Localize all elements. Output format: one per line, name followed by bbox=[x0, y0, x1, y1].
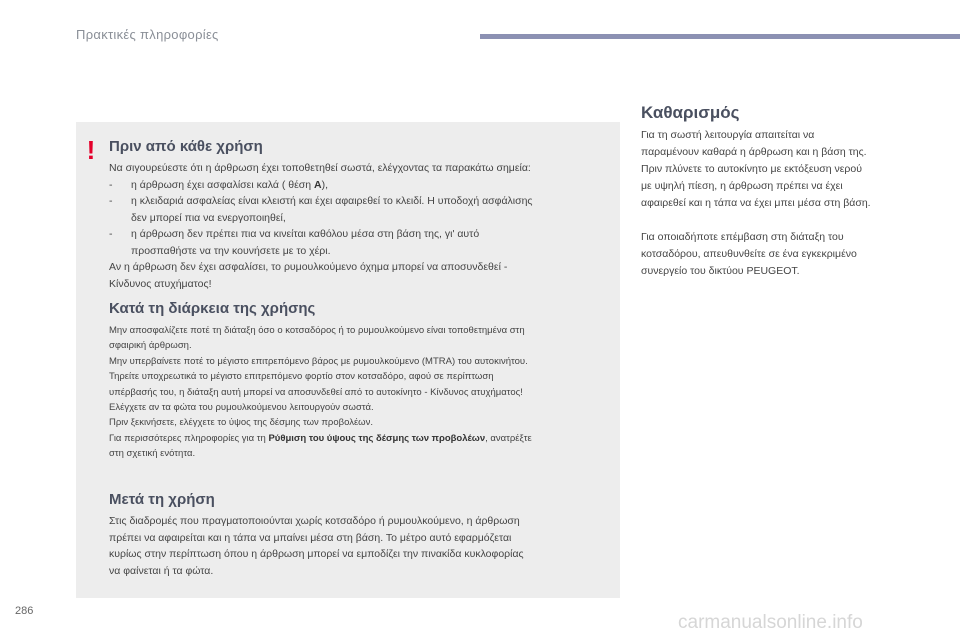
paragraph-line: σφαιρική άρθρωση. bbox=[109, 340, 192, 352]
bullet-item: - η άρθρωση έχει ασφαλίσει καλά ( θέση A), bbox=[109, 178, 329, 191]
bullet-item: - η κλειδαριά ασφαλείας είναι κλειστή και έχει αφαιρεθεί το κλειδί. Η υποδοχή ασφάλισης bbox=[109, 193, 609, 210]
page-number: 286 bbox=[15, 605, 34, 617]
paragraph-line: Για τη σωστή λειτουργία απαιτείται να bbox=[641, 129, 815, 141]
warning-icon: ! bbox=[86, 135, 96, 165]
before-use-section bbox=[109, 160, 609, 292]
during-use-section bbox=[109, 323, 609, 462]
reference-link-text: Ρύθμιση του ύψους της δέσμης των προβολέων bbox=[268, 432, 486, 444]
before-use-heading: Πριν από κάθε χρήση bbox=[109, 138, 263, 155]
position-label: A bbox=[314, 178, 322, 191]
before-use-intro: Να σιγουρεύεστε ότι η άρθρωση έχει τοποθετηθεί σωστά, ελέγχοντας τα παρακάτω σημεία: bbox=[109, 162, 531, 174]
during-use-heading: Κατά τη διάρκεια της χρήσης bbox=[109, 300, 316, 317]
paragraph-line: συνεργείο του δικτύου PEUGEOT. bbox=[641, 265, 800, 277]
paragraph-line: Μην υπερβαίνετε ποτέ το μέγιστο επιτρεπόμενο βάρος με ρυμουλκούμενο (MTRA) του αυτοκινήτου. bbox=[109, 355, 528, 367]
paragraph-line: Ελέγχετε αν τα φώτα του ρυμουλκούμενου λειτουργούν σωστά. bbox=[109, 402, 374, 414]
header-bar bbox=[480, 34, 960, 39]
after-use-section bbox=[109, 513, 609, 579]
paragraph-line: κοτσαδόρου, απευθυνθείτε σε ένα εγκεκριμένο bbox=[641, 248, 857, 260]
paragraph-line: κυρίως στην περίπτωση όπου η άρθρωση μπορεί να εμποδίζει την πινακίδα κυκλοφορίας bbox=[109, 548, 524, 560]
paragraph-line: πρέπει να αφαιρείται και η τάπα να μπαίνει μέσα στη βάση. Το μέτρο αυτό εφαρμόζεται bbox=[109, 531, 512, 544]
paragraph-text: Για περισσότερες πληροφορίες για τη bbox=[109, 432, 269, 444]
bullet-text: ), bbox=[321, 178, 329, 191]
paragraph-line: να φαίνεται ή τα φώτα. bbox=[109, 564, 214, 577]
paragraph-line: με υψηλή πίεση, η άρθρωση πρέπει να έχει bbox=[641, 180, 843, 192]
paragraph-line: παραμένουν καθαρά η άρθρωση και η βάση της. bbox=[641, 146, 867, 158]
after-use-heading: Μετά τη χρήση bbox=[109, 491, 215, 508]
paragraph-line: Τηρείτε υποχρεωτικά το μέγιστο επιτρεπόμενο φορτίο στον κοτσαδόρο, αφού σε περίπτωση bbox=[109, 371, 494, 383]
watermark: carmanualsonline.info bbox=[678, 612, 863, 633]
paragraph-text: , ανατρέξτε bbox=[485, 432, 532, 444]
section-title: Πρακτικές πληροφορίες bbox=[76, 27, 219, 42]
paragraph-line: Μην αποσφαλίζετε ποτέ τη διάταξη όσο ο κοτσαδόρος ή το ρυμουλκούμενο είναι τοποθετημένα στη bbox=[109, 325, 525, 336]
paragraph-line bbox=[109, 431, 609, 446]
bullet-item: - η άρθρωση δεν πρέπει πια να κινείται καθόλου μέσα στη βάση της, γι' αυτό bbox=[109, 226, 609, 243]
paragraph-line: Πριν ξεκινήσετε, ελέγχετε το ύψος της δέσμης των προβολέων. bbox=[109, 417, 373, 429]
cleaning-section bbox=[641, 127, 941, 280]
cleaning-heading: Καθαρισμός bbox=[641, 103, 740, 122]
bullet-text: η κλειδαριά ασφαλείας είναι κλειστή και έχει αφαιρεθεί το κλειδί. Η υποδοχή ασφάλισης bbox=[131, 195, 533, 207]
paragraph-line: στη σχετική ενότητα. bbox=[109, 448, 196, 460]
warning-text: Κίνδυνος ατυχήματος! bbox=[109, 277, 212, 290]
bullet-text: η άρθρωση δεν πρέπει πια να κινείται καθόλου μέσα στη βάση της, γι' αυτό bbox=[131, 228, 480, 240]
bullet-text: η άρθρωση έχει ασφαλίσει καλά ( θέση bbox=[131, 178, 315, 191]
paragraph-line: Για οποιαδήποτε επέμβαση στη διάταξη του bbox=[641, 231, 844, 243]
bullet-text: δεν μπορεί πια να ενεργοποιηθεί, bbox=[131, 211, 286, 224]
paragraph-line: υπέρβασής του, η διάταξη αυτή μπορεί να αποσυνδεθεί από το αυτοκίνητο - Κίνδυνος ατυχήματος! bbox=[109, 386, 523, 398]
paragraph-line: Πριν πλύνετε το αυτοκίνητο με εκτόξευση νερού bbox=[641, 163, 862, 175]
paragraph-line: αφαιρεθεί και η τάπα να έχει μπει μέσα στη βάση. bbox=[641, 197, 871, 209]
bullet-text: προσπαθήστε να την κουνήσετε με το χέρι. bbox=[131, 244, 331, 257]
paragraph-line: Στις διαδρομές που πραγματοποιούνται χωρίς κοτσαδόρο ή ρυμουλκούμενο, η άρθρωση bbox=[109, 515, 520, 527]
warning-text: Αν η άρθρωση δεν έχει ασφαλίσει, το ρυμουλκούμενο όχημα μπορεί να αποσυνδεθεί - bbox=[109, 261, 508, 273]
